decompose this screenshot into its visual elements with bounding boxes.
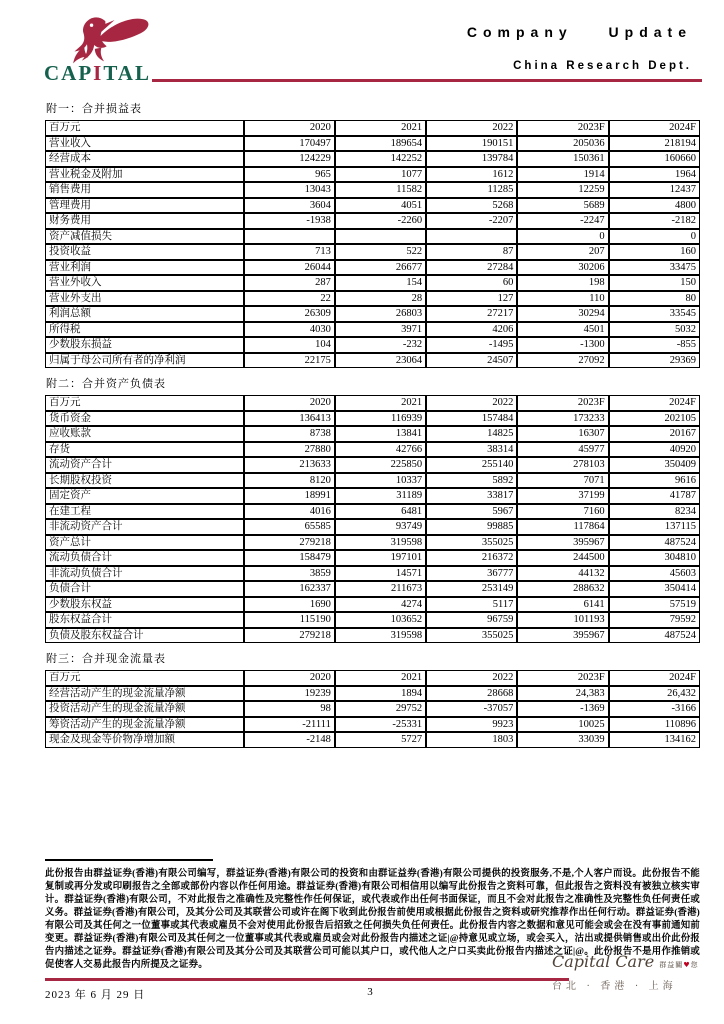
table-row	[45, 291, 700, 307]
row-label-cell: 财务费用	[45, 213, 244, 229]
value-cell: -1369	[517, 701, 608, 717]
value-cell: 216372	[426, 550, 517, 566]
value-cell: 30294	[517, 306, 608, 322]
row-label-cell: 营业外支出	[45, 291, 244, 307]
row-label-cell: 少数股东损益	[45, 337, 244, 353]
row-label-cell: 经营活动产生的现金流量净额	[45, 686, 244, 702]
balance-sheet-table	[45, 395, 700, 643]
value-cell: 37199	[517, 488, 608, 504]
table-row	[45, 717, 700, 733]
balance-sheet-section	[45, 375, 700, 643]
value-cell: -1495	[426, 337, 517, 353]
value-cell: 27284	[426, 260, 517, 276]
value-cell: 395967	[517, 628, 608, 644]
value-cell: 173233	[517, 411, 608, 427]
footer-rule	[45, 978, 569, 981]
value-cell: 2022	[426, 120, 517, 136]
report-date: 2023 年 6 月 29 日	[45, 989, 146, 1001]
value-cell: 157484	[426, 411, 517, 427]
row-label-cell: 存货	[45, 442, 244, 458]
row-label-cell: 所得税	[45, 322, 244, 338]
value-cell: 14571	[335, 566, 426, 582]
value-cell: 5967	[426, 504, 517, 520]
table-row	[45, 426, 700, 442]
table-row	[45, 612, 700, 628]
value-cell: 8120	[244, 473, 335, 489]
value-cell: 279218	[244, 628, 335, 644]
value-cell: 5689	[517, 198, 608, 214]
value-cell: 2021	[335, 395, 426, 411]
row-label-cell: 营业利润	[45, 260, 244, 276]
value-cell: 7160	[517, 504, 608, 520]
value-cell: -2148	[244, 732, 335, 748]
value-cell: 1612	[426, 167, 517, 183]
table-row	[45, 701, 700, 717]
value-cell: -21111	[244, 717, 335, 733]
value-cell: 160	[609, 244, 700, 260]
value-cell: 5268	[426, 198, 517, 214]
value-cell: 1690	[244, 597, 335, 613]
value-cell: 162337	[244, 581, 335, 597]
value-cell: 4051	[335, 198, 426, 214]
value-cell: 117864	[517, 519, 608, 535]
value-cell: 319598	[335, 628, 426, 644]
row-label-cell: 应收账款	[45, 426, 244, 442]
value-cell: 16307	[517, 426, 608, 442]
row-label-cell: 负债合计	[45, 581, 244, 597]
care-logo-text: Capital Care	[552, 952, 655, 971]
income-statement-section	[45, 100, 700, 368]
row-label-cell: 流动资产合计	[45, 457, 244, 473]
value-cell: 154	[335, 275, 426, 291]
table-header-row	[45, 395, 700, 411]
value-cell: 170497	[244, 136, 335, 152]
table-row	[45, 167, 700, 183]
section-title: 附三：合并现金流量表	[46, 653, 166, 665]
value-cell: 213633	[244, 457, 335, 473]
row-label-cell: 非流动负债合计	[45, 566, 244, 582]
value-cell: 2021	[335, 120, 426, 136]
value-cell: 218194	[609, 136, 700, 152]
table-row	[45, 628, 700, 644]
value-cell: 198	[517, 275, 608, 291]
value-cell: 103652	[335, 612, 426, 628]
disclaimer-text: 此份报告由群益证券(香港)有限公司编写，群益证券(香港)有限公司的投资和由群证益券(香港)有限公司提供的投资服务,不是,个人客户而设。此份报告不能复制或再分发或印刷报告之全部或部份内容以作任何用途。群益证券(香港)有限公司相信用以编写此份报告之资料可靠，但此报告之资料没有被独立核实审计。群益证券(香港)有限公司，不对此报告之准确性及完整性作任何保证，或代表或作出任何书面保证，而且不会对此报告之准确性及完整性负任何责任或义务。群益证券(香港)有限公司，及其分公司及其联营公司或许在阁下收到此份报告前使用或根据此份报告之资料或研究推荐作出任何行动。群益证券(香港)有限公司及其任何之一位董事或其代表或雇员不会对使用此份报告后招致之任何损失负任何责任。此份报告内容之数据和意见可能会或会在没有事前通知前变更。群益证券(香港)有限公司及其任何之一位董事或其代表或雇员或会对此份报告内描述之证|@持意见或立场，或会买入，沽出或提供销售或出价此份报告内描述之证券。群益证券(香港)有限公司及其分公司及其联营公司可能以其户口，或代他人之户口买卖此份报告内描述之证|@。此份报告不是用作推销或促使客人交易此报告内所提及之证券。	[45, 869, 700, 970]
value-cell: 27092	[517, 353, 608, 369]
value-cell: 44132	[517, 566, 608, 582]
table-row	[45, 566, 700, 582]
value-cell: 158479	[244, 550, 335, 566]
cash-flow-table	[45, 670, 700, 748]
value-cell: 134162	[609, 732, 700, 748]
value-cell: 27217	[426, 306, 517, 322]
value-cell: 79592	[609, 612, 700, 628]
table-row	[45, 306, 700, 322]
value-cell: 57519	[609, 597, 700, 613]
value-cell: 33545	[609, 306, 700, 322]
value-cell: 139784	[426, 151, 517, 167]
value-cell: 4016	[244, 504, 335, 520]
value-cell: 36777	[426, 566, 517, 582]
value-cell	[244, 229, 335, 245]
brand-post: TAL	[103, 61, 151, 85]
brand-i: I	[93, 61, 104, 85]
table-row	[45, 473, 700, 489]
value-cell: 2022	[426, 395, 517, 411]
value-cell: -1300	[517, 337, 608, 353]
value-cell: 8738	[244, 426, 335, 442]
value-cell: 142252	[335, 151, 426, 167]
row-label-cell: 归属于母公司所有者的净利润	[45, 353, 244, 369]
value-cell: 487524	[609, 628, 700, 644]
value-cell: 101193	[517, 612, 608, 628]
value-cell: 190151	[426, 136, 517, 152]
care-tagline: 群益關♥您	[659, 961, 699, 969]
heart-icon: ♥	[683, 961, 691, 969]
value-cell: 225850	[335, 457, 426, 473]
value-cell: 253149	[426, 581, 517, 597]
value-cell: 279218	[244, 535, 335, 551]
table-row	[45, 686, 700, 702]
income-statement-table	[45, 120, 700, 368]
value-cell: 2022	[426, 670, 517, 686]
value-cell: 5727	[335, 732, 426, 748]
value-cell: 38314	[426, 442, 517, 458]
value-cell: 255140	[426, 457, 517, 473]
value-cell: 5892	[426, 473, 517, 489]
row-label-cell: 销售费用	[45, 182, 244, 198]
value-cell: 0	[517, 229, 608, 245]
value-cell: 287	[244, 275, 335, 291]
value-cell: 350414	[609, 581, 700, 597]
row-label-cell: 投资活动产生的现金流量净额	[45, 701, 244, 717]
value-cell: 80	[609, 291, 700, 307]
value-cell: 522	[335, 244, 426, 260]
department-title: China Research Dept.	[513, 60, 692, 72]
value-cell: 189654	[335, 136, 426, 152]
row-label-cell: 营业收入	[45, 136, 244, 152]
value-cell: 29752	[335, 701, 426, 717]
value-cell: -25331	[335, 717, 426, 733]
value-cell: 12437	[609, 182, 700, 198]
value-cell: -2182	[609, 213, 700, 229]
table-row	[45, 182, 700, 198]
section-title: 附一：合并损益表	[46, 103, 142, 115]
value-cell: 207	[517, 244, 608, 260]
value-cell: 45603	[609, 566, 700, 582]
table-row	[45, 535, 700, 551]
value-cell: 24,383	[517, 686, 608, 702]
value-cell: 965	[244, 167, 335, 183]
table-row	[45, 504, 700, 520]
value-cell: 4501	[517, 322, 608, 338]
value-cell: -2260	[335, 213, 426, 229]
table-row	[45, 732, 700, 748]
value-cell: 5032	[609, 322, 700, 338]
value-cell: 205036	[517, 136, 608, 152]
row-label-cell: 资产总计	[45, 535, 244, 551]
care-logo-block	[552, 952, 712, 992]
table-row	[45, 229, 700, 245]
value-cell: 33475	[609, 260, 700, 276]
value-cell: 96759	[426, 612, 517, 628]
row-label-cell: 管理费用	[45, 198, 244, 214]
table-row	[45, 550, 700, 566]
value-cell: 288632	[517, 581, 608, 597]
value-cell: 202105	[609, 411, 700, 427]
value-cell: 2023F	[517, 670, 608, 686]
row-label-cell: 长期股权投资	[45, 473, 244, 489]
value-cell: 26677	[335, 260, 426, 276]
value-cell: 26309	[244, 306, 335, 322]
row-label-cell: 在建工程	[45, 504, 244, 520]
value-cell: 115190	[244, 612, 335, 628]
row-label-cell: 经营成本	[45, 151, 244, 167]
table-row	[45, 244, 700, 260]
footnote-separator	[45, 859, 213, 861]
care-logo	[552, 952, 712, 971]
table-row	[45, 322, 700, 338]
value-cell: 136413	[244, 411, 335, 427]
value-cell: -2207	[426, 213, 517, 229]
value-cell: 4030	[244, 322, 335, 338]
brand-wordmark	[44, 61, 151, 86]
section-title: 附二：合并资产负债表	[46, 378, 166, 390]
value-cell: 31189	[335, 488, 426, 504]
value-cell: 8234	[609, 504, 700, 520]
row-label-cell: 营业外收入	[45, 275, 244, 291]
value-cell: 11285	[426, 182, 517, 198]
value-cell: 319598	[335, 535, 426, 551]
table-row	[45, 488, 700, 504]
value-cell: 33817	[426, 488, 517, 504]
row-label-cell: 资产减值损失	[45, 229, 244, 245]
value-cell: 41787	[609, 488, 700, 504]
value-cell: 1894	[335, 686, 426, 702]
value-cell: 87	[426, 244, 517, 260]
value-cell: -3166	[609, 701, 700, 717]
value-cell: 13043	[244, 182, 335, 198]
table-row	[45, 581, 700, 597]
value-cell: 26803	[335, 306, 426, 322]
row-label-cell: 流动负债合计	[45, 550, 244, 566]
value-cell: 23064	[335, 353, 426, 369]
row-label-cell: 货币资金	[45, 411, 244, 427]
value-cell: -37057	[426, 701, 517, 717]
brand-pre: CAP	[44, 61, 94, 85]
value-cell: 1803	[426, 732, 517, 748]
value-cell: 3859	[244, 566, 335, 582]
value-cell: 211673	[335, 581, 426, 597]
table-header-row	[45, 120, 700, 136]
value-cell: 6481	[335, 504, 426, 520]
value-cell: 124229	[244, 151, 335, 167]
value-cell: 355025	[426, 628, 517, 644]
value-cell: 2021	[335, 670, 426, 686]
table-row	[45, 457, 700, 473]
value-cell: 1077	[335, 167, 426, 183]
value-cell: 30206	[517, 260, 608, 276]
table-row	[45, 275, 700, 291]
row-label-cell: 百万元	[45, 120, 244, 136]
value-cell: -855	[609, 337, 700, 353]
value-cell	[335, 229, 426, 245]
value-cell: 22	[244, 291, 335, 307]
value-cell: 116939	[335, 411, 426, 427]
value-cell: 26044	[244, 260, 335, 276]
value-cell: 4206	[426, 322, 517, 338]
table-row	[45, 213, 700, 229]
value-cell: 98	[244, 701, 335, 717]
value-cell: 350409	[609, 457, 700, 473]
value-cell: 150	[609, 275, 700, 291]
value-cell: 45977	[517, 442, 608, 458]
eagle-logo-icon	[64, 16, 152, 66]
value-cell: 2024F	[609, 395, 700, 411]
table-row	[45, 519, 700, 535]
value-cell: 60	[426, 275, 517, 291]
row-label-cell: 百万元	[45, 670, 244, 686]
value-cell: 395967	[517, 535, 608, 551]
value-cell: 110896	[609, 717, 700, 733]
value-cell: 150361	[517, 151, 608, 167]
row-label-cell: 投资收益	[45, 244, 244, 260]
value-cell: 11582	[335, 182, 426, 198]
value-cell: 1964	[609, 167, 700, 183]
value-cell: -2247	[517, 213, 608, 229]
value-cell: 40920	[609, 442, 700, 458]
value-cell: 24507	[426, 353, 517, 369]
value-cell: 244500	[517, 550, 608, 566]
value-cell: 28668	[426, 686, 517, 702]
row-label-cell: 筹资活动产生的现金流量净额	[45, 717, 244, 733]
value-cell: 99885	[426, 519, 517, 535]
value-cell: 42766	[335, 442, 426, 458]
table-header-row	[45, 670, 700, 686]
row-label-cell: 现金及现金等价物净增加额	[45, 732, 244, 748]
table-row	[45, 136, 700, 152]
header-rule	[152, 79, 702, 82]
value-cell: 2024F	[609, 120, 700, 136]
value-cell: 160660	[609, 151, 700, 167]
table-row	[45, 442, 700, 458]
row-label-cell: 负债及股东权益合计	[45, 628, 244, 644]
value-cell: 9923	[426, 717, 517, 733]
value-cell: 93749	[335, 519, 426, 535]
value-cell: 10337	[335, 473, 426, 489]
value-cell: 65585	[244, 519, 335, 535]
value-cell: 4800	[609, 198, 700, 214]
value-cell: -1938	[244, 213, 335, 229]
value-cell: 1914	[517, 167, 608, 183]
row-label-cell: 利润总额	[45, 306, 244, 322]
value-cell: 4274	[335, 597, 426, 613]
value-cell: 137115	[609, 519, 700, 535]
value-cell: 304810	[609, 550, 700, 566]
value-cell: 104	[244, 337, 335, 353]
table-row	[45, 260, 700, 276]
cash-flow-section	[45, 650, 700, 748]
row-label-cell: 营业税金及附加	[45, 167, 244, 183]
value-cell: 197101	[335, 550, 426, 566]
value-cell: 2023F	[517, 395, 608, 411]
value-cell: -232	[335, 337, 426, 353]
value-cell: 26,432	[609, 686, 700, 702]
value-cell: 28	[335, 291, 426, 307]
value-cell: 487524	[609, 535, 700, 551]
value-cell: 6141	[517, 597, 608, 613]
value-cell: 713	[244, 244, 335, 260]
value-cell: 33039	[517, 732, 608, 748]
value-cell: 2023F	[517, 120, 608, 136]
table-row	[45, 411, 700, 427]
value-cell: 10025	[517, 717, 608, 733]
value-cell: 27880	[244, 442, 335, 458]
row-label-cell: 百万元	[45, 395, 244, 411]
value-cell: 9616	[609, 473, 700, 489]
value-cell: 14825	[426, 426, 517, 442]
value-cell: 2024F	[609, 670, 700, 686]
page-number: 3	[367, 986, 373, 998]
table-row	[45, 198, 700, 214]
value-cell: 3604	[244, 198, 335, 214]
value-cell: 278103	[517, 457, 608, 473]
doc-type-title: Company Update	[466, 24, 692, 40]
value-cell: 12259	[517, 182, 608, 198]
value-cell: 3971	[335, 322, 426, 338]
value-cell: 20167	[609, 426, 700, 442]
table-row	[45, 151, 700, 167]
value-cell: 13841	[335, 426, 426, 442]
value-cell: 18991	[244, 488, 335, 504]
table-row	[45, 353, 700, 369]
value-cell: 2020	[244, 670, 335, 686]
row-label-cell: 非流动资产合计	[45, 519, 244, 535]
value-cell	[426, 229, 517, 245]
value-cell: 127	[426, 291, 517, 307]
table-row	[45, 597, 700, 613]
value-cell: 2020	[244, 120, 335, 136]
value-cell: 7071	[517, 473, 608, 489]
table-row	[45, 337, 700, 353]
value-cell: 2020	[244, 395, 335, 411]
value-cell: 19239	[244, 686, 335, 702]
value-cell: 22175	[244, 353, 335, 369]
row-label-cell: 股东权益合计	[45, 612, 244, 628]
value-cell: 5117	[426, 597, 517, 613]
value-cell: 0	[609, 229, 700, 245]
value-cell: 110	[517, 291, 608, 307]
care-cities: 台北 · 香港 · 上海	[552, 981, 677, 992]
value-cell: 355025	[426, 535, 517, 551]
row-label-cell: 少数股东权益	[45, 597, 244, 613]
row-label-cell: 固定资产	[45, 488, 244, 504]
value-cell: 29369	[609, 353, 700, 369]
